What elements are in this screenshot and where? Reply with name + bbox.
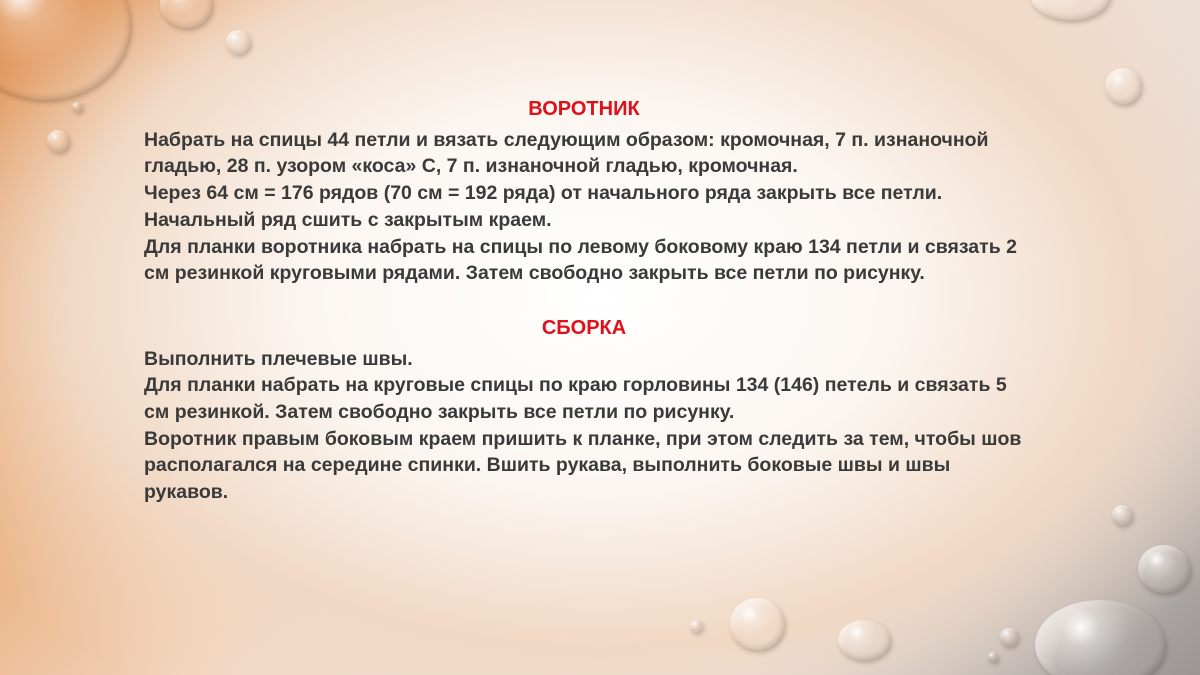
water-drop-decoration — [690, 620, 702, 632]
water-drop-decoration — [1000, 628, 1018, 646]
water-drop-decoration — [1112, 505, 1132, 525]
paragraph: Для планки воротника набрать на спицы по левому боковому краю 134 петли и связать 2 см резинкой круговыми рядами. Затем свободно закрыть все петли по рисунку. — [144, 235, 1017, 285]
paragraph: Воротник правым боковым краем пришить к планке, при этом следить за тем, чтобы шов располагался на середине спинки. Вшить рукава, выполнить боковые швы и швы рукавов. — [144, 427, 1022, 504]
paragraph: Через 64 см = 176 рядов (70 см = 192 ряда) от начального ряда закрыть все петли. Начальный ряд сшить с закрытым краем. — [144, 182, 943, 231]
water-drop-decoration — [72, 102, 82, 112]
paragraph: Выполнить плечевые швы. — [144, 347, 413, 370]
water-drop-decoration — [838, 620, 890, 660]
water-drop-decoration — [226, 30, 250, 54]
water-drop-decoration — [1105, 68, 1141, 104]
section-gap — [144, 287, 1024, 315]
paragraph: Для планки набрать на круговые спицы по краю горловины 134 (146) петель и связать 5 см резинкой. Затем свободно закрыть все петли по рисунку. — [144, 374, 1007, 424]
slide-content — [144, 96, 1024, 506]
water-drop-decoration — [988, 652, 998, 662]
section-title-assembly: СБОРКА — [541, 316, 627, 339]
water-drop-decoration — [160, 0, 212, 28]
water-drop-decoration — [47, 130, 69, 152]
water-drop-decoration — [730, 598, 784, 650]
water-drop-decoration — [1035, 600, 1165, 675]
water-drop-decoration — [0, 0, 130, 100]
water-drop-decoration — [1138, 545, 1190, 593]
water-drop-decoration — [1030, 0, 1110, 20]
section-title-collar: ВОРОТНИК — [528, 98, 640, 120]
paragraph: Набрать на спицы 44 петли и вязать следующим образом: кромочная, 7 п. изнаночной гладью, 28 п. узором «коса» С, 7 п. изнаночной гладью, кромочная. — [144, 128, 989, 178]
